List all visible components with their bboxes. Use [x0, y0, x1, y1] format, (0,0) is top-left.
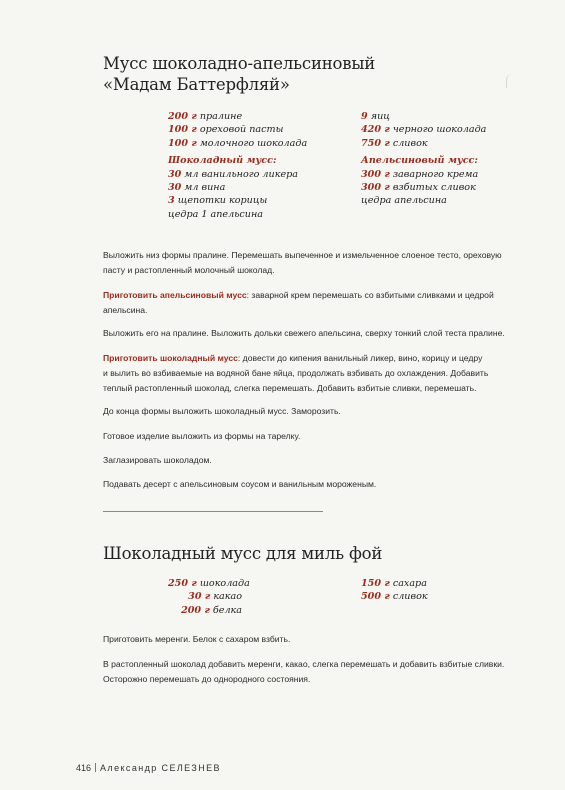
page-number: 416 [76, 763, 92, 773]
page-footer [76, 763, 221, 773]
ingredients-right-2 [361, 577, 428, 604]
ingredient: 30 г какао [188, 591, 242, 603]
ingredient: цедра апельсина [361, 195, 447, 207]
ingredient: 250 г шоколада [168, 578, 250, 589]
ingredient: 9 яиц [361, 111, 390, 122]
author-name: Александр СЕЛЕЗНЕВ [100, 763, 221, 773]
step-paragraph: Приготовить шоколадный мусс: довести до кипения ванильный ликер, вино, корицу и цедру и вылить во взбиваемые на водяной бане яйца, продолжать взбивать до охлаждения. Добавить теплый растопленный шоколад, слегка перемешать. Добавить взбитые сливки, перемешать. [103, 353, 489, 393]
ingredients-right-1 [361, 110, 486, 208]
step-paragraph: Заглазировать шоколадом. [103, 455, 212, 465]
ingredients-left-2 [168, 577, 250, 617]
recipe-title-line: «Мадам Баттерфляй» [103, 75, 290, 94]
ingredient: 300 г взбитых сливок [361, 182, 476, 194]
step-highlight: Приготовить апельсиновый мусс [103, 290, 247, 300]
ingredient: 100 г молочного шоколада [168, 137, 308, 149]
ingredient: 30 мл вина [168, 182, 226, 194]
ingredient: 3 щепотки корицы [168, 195, 268, 207]
subrecipe-heading: Апельсиновый мусс: [361, 155, 478, 167]
recipe-title-2: Шоколадный мусс для миль фой [103, 544, 383, 563]
step-paragraph: Выложить его на пралине. Выложить дольки свежего апельсина, сверху тонкий слой теста пралине. [103, 328, 505, 338]
ingredients-left-1 [168, 110, 307, 221]
footer-separator [95, 763, 96, 772]
ingredient: 200 г белка [181, 604, 242, 616]
scan-mark [506, 74, 519, 88]
ingredient: 750 г сливок [361, 137, 428, 149]
ingredient: 200 г пралине [168, 111, 243, 122]
ingredient: 150 г сахара [361, 578, 427, 589]
step-paragraph: Приготовить меренги. Белок с сахаром взбить. [103, 634, 291, 644]
ingredient: цедра 1 апельсина [168, 208, 264, 220]
step-highlight: Приготовить шоколадный мусс [103, 353, 238, 363]
step-paragraph: Приготовить апельсиновый мусс: заварной крем перемешать со взбитыми сливками и цедрой апельсина. [103, 290, 494, 315]
recipe-title-line: Мусс шоколадно-апельсиновый [103, 54, 376, 73]
step-paragraph: До конца формы выложить шоколадный мусс. Заморозить. [103, 406, 341, 416]
step-paragraph: В растопленный шоколад добавить меренги, какао, слегка перемешать и добавить взбитые сливки. Осторожно перемешать до однородного состояния. [103, 659, 505, 684]
ingredient: 500 г сливок [361, 591, 428, 603]
step-paragraph: Подавать десерт с апельсиновым соусом и ванильным мороженым. [103, 479, 377, 489]
ingredient: 420 г черного шоколада [361, 124, 487, 136]
ingredient: 100 г ореховой пасты [168, 124, 284, 136]
ingredient: 30 мл ванильного ликера [168, 168, 298, 180]
subrecipe-heading: Шоколадный мусс: [168, 155, 277, 167]
ingredient: 300 г заварного крема [361, 168, 479, 180]
step-paragraph: Выложить низ формы пралине. Перемешать выпеченное и измельченное слоеное тесто, ореховую пасту и растопленный молочный шоколад. [103, 250, 502, 275]
section-divider [103, 511, 323, 512]
step-paragraph: Готовое изделие выложить из формы на тарелку. [103, 431, 301, 441]
recipe-title-1 [103, 53, 375, 95]
